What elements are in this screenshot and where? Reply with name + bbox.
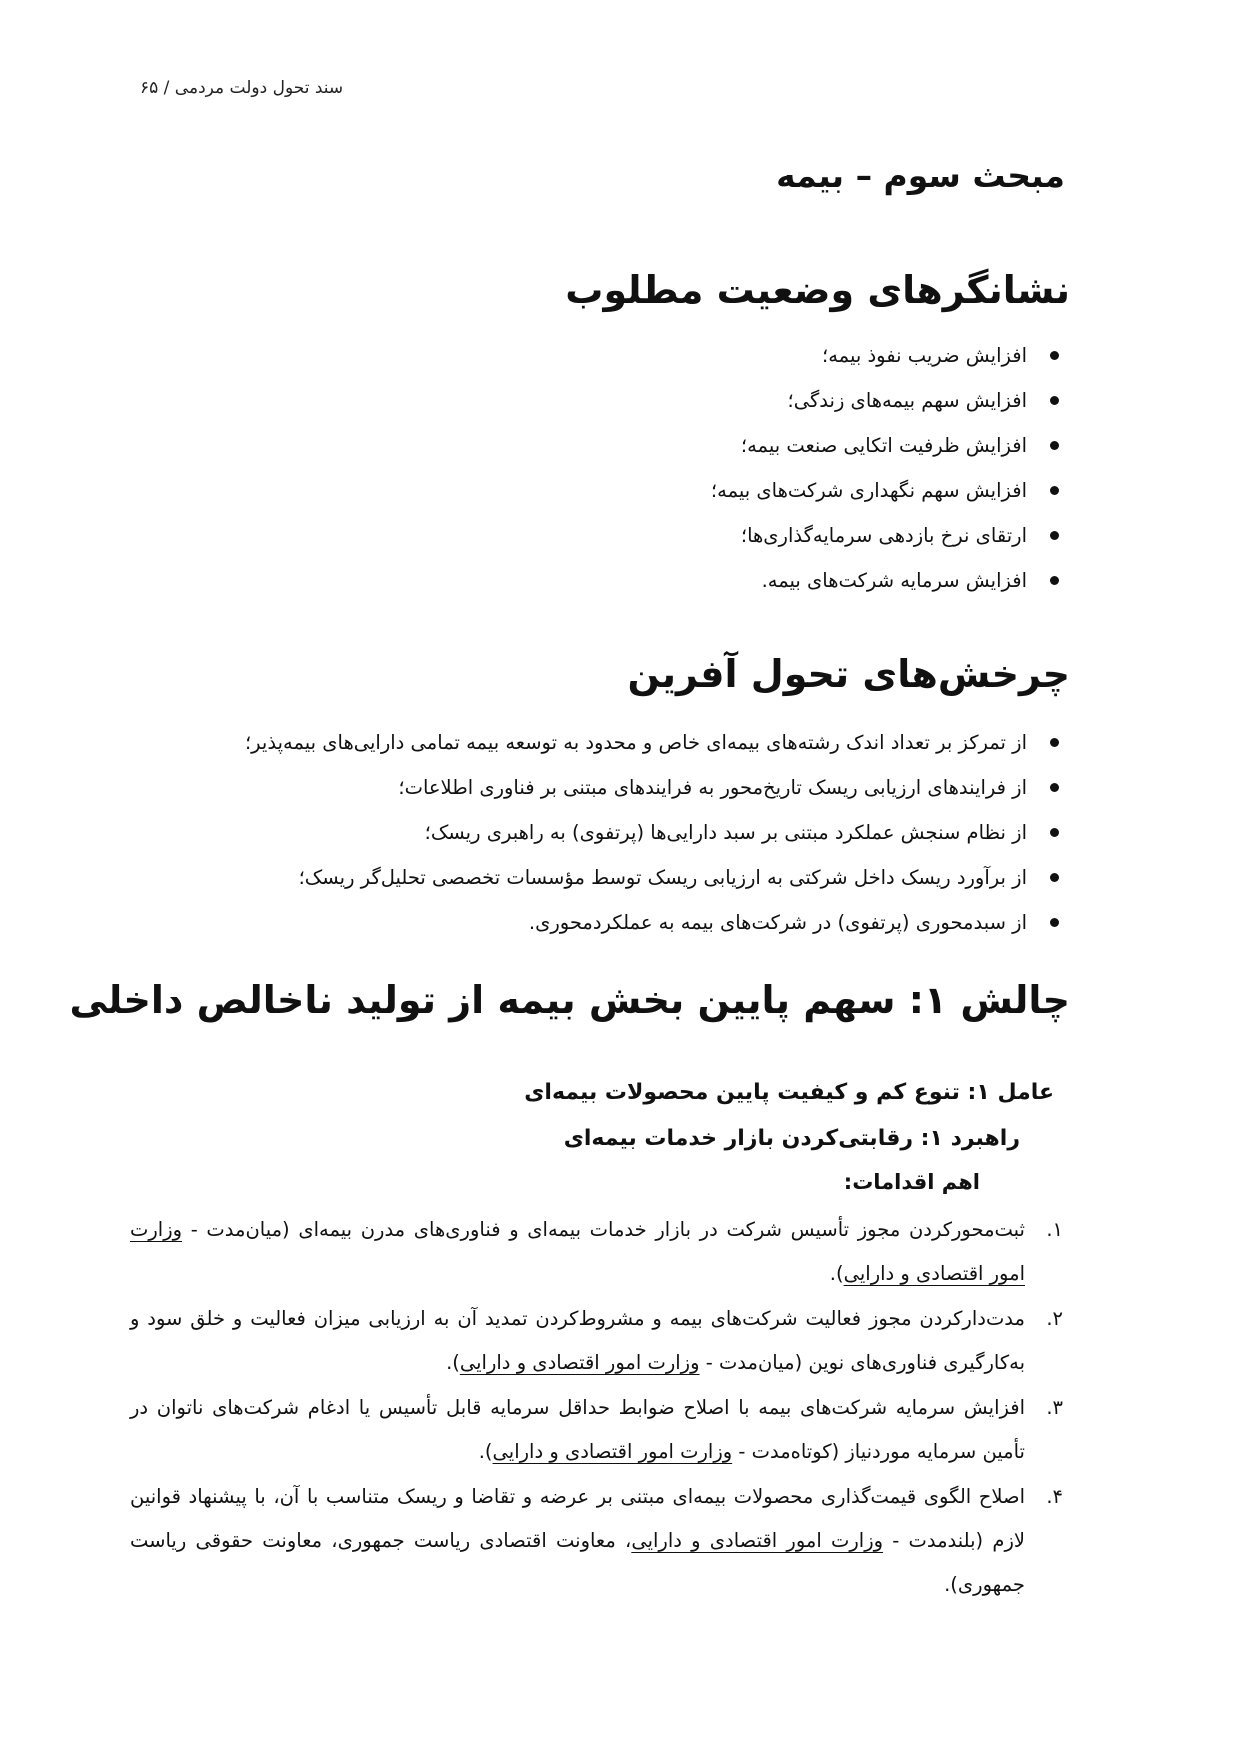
action-item (130, 1386, 1065, 1474)
indicators-heading: نشانگرهای وضعیت مطلوب (565, 268, 1070, 312)
actions-list (130, 1208, 1065, 1608)
shifts-heading: چرخش‌های تحول آفرین (627, 652, 1070, 696)
running-header: سند تحول دولت مردمی / ۶۵ (140, 78, 344, 98)
action-item (130, 1208, 1065, 1296)
list-item: افزایش سرمایه شرکت‌های بیمه. (711, 558, 1065, 603)
list-item: افزایش سهم نگهداری شرکت‌های بیمه؛ (711, 468, 1065, 513)
indicators-list (711, 333, 1065, 603)
action-number: ۱. (1046, 1218, 1063, 1241)
responsible-agency: وزارت امور اقتصادی و دارایی (631, 1529, 884, 1552)
action-text: افزایش سرمایه شرکت‌های بیمه با اصلاح ضوابط حداقل سرمایه قابل تأسیس یا ادغام شرکت‌های ناتوان در تأمین سرمایه موردنیاز (کوتاه‌مدت - (130, 1396, 1025, 1463)
action-number: ۴. (1046, 1485, 1063, 1508)
action-number: ۳. (1046, 1396, 1063, 1419)
action-text: مدت‌دارکردن مجوز فعالیت شرکت‌های بیمه و مشروط‌کردن تمدید آن به ارزیابی میزان فعالیت و خلق سود و به‌کارگیری فناوری‌های نوین (میان‌مدت - (130, 1307, 1025, 1374)
list-item: از نظام سنجش عملکرد مبتنی بر سبد دارایی‌ها (پرتفوی) به راهبری ریسک؛ (245, 810, 1065, 855)
strategy-heading: راهبرد ۱: رقابتی‌کردن بازار خدمات بیمه‌ای (563, 1126, 1020, 1151)
responsible-agency: وزارت امور اقتصادی و دارایی (492, 1440, 733, 1463)
list-item: ارتقای نرخ بازدهی سرمایه‌گذاری‌ها؛ (711, 513, 1065, 558)
list-item: از برآورد ریسک داخل شرکتی به ارزیابی ریسک توسط مؤسسات تخصصی تحلیل‌گر ریسک؛ (245, 855, 1065, 900)
list-item: از فرایندهای ارزیابی ریسک تاریخ‌محور به فرایندهای مبتنی بر فناوری اطلاعات؛ (245, 765, 1065, 810)
section-title: مبحث سوم – بیمه (776, 156, 1065, 195)
list-item: از سبدمحوری (پرتفوی) در شرکت‌های بیمه به عملکردمحوری. (245, 900, 1065, 945)
responsible-agency: وزارت امور اقتصادی و دارایی (130, 1218, 1025, 1285)
challenge-heading: چالش ۱: سهم پایین بخش بیمه از تولید ناخالص داخلی (69, 978, 1070, 1022)
list-item: افزایش ظرفیت اتکایی صنعت بیمه؛ (711, 423, 1065, 468)
list-item: افزایش ضریب نفوذ بیمه؛ (711, 333, 1065, 378)
list-item: از تمرکز بر تعداد اندک رشته‌های بیمه‌ای خاص و محدود به توسعه بیمه تمامی دارایی‌های بیمه‌پذیر؛ (245, 720, 1065, 765)
action-tail: ). (829, 1262, 844, 1285)
shifts-list (245, 720, 1065, 945)
action-text: ثبت‌محورکردن مجوز تأسیس شرکت در بازار خدمات بیمه‌ای و فناوری‌های مدرن بیمه‌ای (میان‌مدت - (182, 1218, 1025, 1241)
action-tail: ). (446, 1351, 460, 1374)
action-text: اصلاح الگوی قیمت‌گذاری محصولات بیمه‌ای مبتنی بر عرضه و تقاضا و ریسک متناسب با آن، با پیشنهاد قوانین لازم (بلندمدت - (130, 1485, 1025, 1552)
actions-label: اهم اقدامات: (843, 1170, 980, 1194)
action-tail: ). (478, 1440, 493, 1463)
factor-heading: عامل ۱: تنوع کم و کیفیت پایین محصولات بیمه‌ای (524, 1080, 1054, 1105)
action-item (130, 1475, 1065, 1607)
list-item: افزایش سهم بیمه‌های زندگی؛ (711, 378, 1065, 423)
action-item (130, 1297, 1065, 1385)
action-tail: ، معاونت اقتصادی ریاست جمهوری، معاونت حقوقی ریاست جمهوری). (130, 1529, 1025, 1596)
responsible-agency: وزارت امور اقتصادی و دارایی (459, 1351, 700, 1374)
action-number: ۲. (1046, 1307, 1063, 1330)
